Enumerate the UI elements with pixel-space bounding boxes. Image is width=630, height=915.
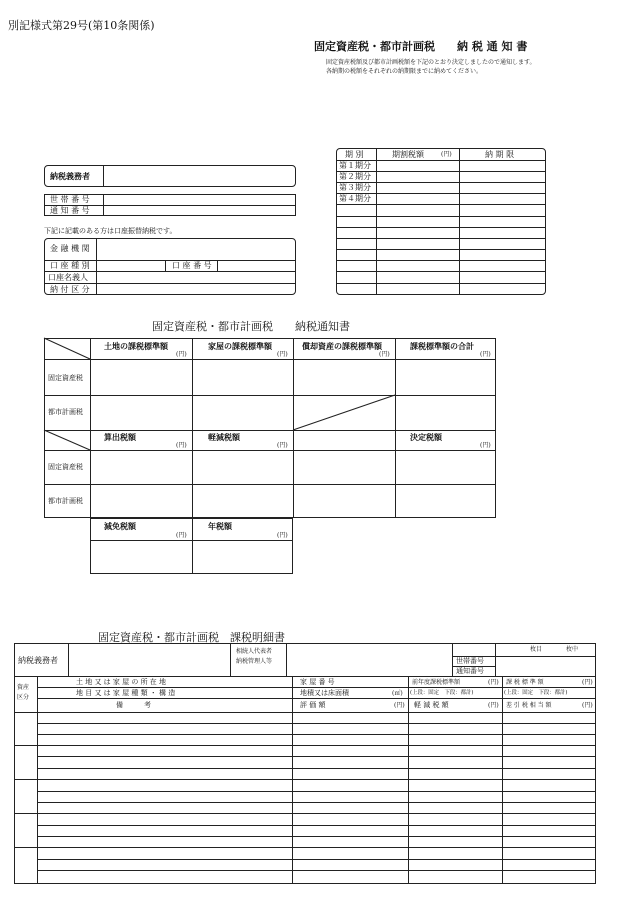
col-header-house: 家屋の課税標準額	[208, 341, 272, 351]
detail-taxpayer-label: 納税義務者	[18, 656, 58, 665]
period-1: 第１期分	[339, 161, 371, 170]
row-fixed-2: 固定資産税	[48, 463, 83, 471]
land-type-label: 地 目 又 は 家 屋 種 類 ・ 構 造	[76, 689, 176, 697]
taxpayer-label: 納税義務者	[50, 171, 90, 181]
row-fixed-1: 固定資産税	[48, 374, 83, 382]
tax-base-yen: (円)	[582, 679, 593, 686]
notice1-intro-1: 固定資産税額及び都市計画税額を下記のとおり決定しましたので通知します。	[326, 59, 536, 66]
notice-no-label: 通 知 番 号	[50, 206, 90, 215]
notice2-title: 固定資産税・都市計画税 納税通知書	[152, 320, 350, 333]
area-unit: (㎡)	[392, 690, 403, 697]
annual-label: 年税額	[208, 521, 232, 531]
schedule-header-amount: 期割税額	[392, 150, 424, 159]
reduced-yen: (円)	[488, 702, 499, 709]
sheet-total-label: 枚中	[566, 646, 579, 653]
calc-header-reduced: 軽減税額	[208, 432, 240, 442]
detail-notice-no-label: 通知番号	[456, 667, 484, 675]
calc-header-calculated: 算出税額	[104, 432, 136, 442]
yen-determined: (円)	[480, 442, 491, 449]
bank-label: 金 融 機 関	[50, 244, 90, 253]
deduction-label: 差 引 税 相 当 額	[506, 702, 552, 709]
row-city-1: 都市計画税	[48, 408, 83, 416]
location-label: 土 地 又 は 家 屋 の 所 在 地	[76, 678, 167, 686]
reduced-label: 軽 減 税 額	[414, 701, 449, 709]
tax-base-upper-lower: (上段：固定 下段：都計)	[504, 690, 568, 696]
yen-total: (円)	[480, 351, 491, 358]
representative-line2: 納税管理人等	[236, 658, 273, 665]
detail-household-no-label: 世帯番号	[456, 657, 484, 665]
deduction-yen: (円)	[582, 702, 593, 709]
yen-exempt: (円)	[176, 532, 187, 539]
schedule-header-due: 納 期 限	[485, 150, 515, 159]
row-city-2: 都市計画税	[48, 497, 83, 505]
tax-base-label: 課 税 標 準 額	[506, 679, 544, 686]
calc-header-determined: 決定税額	[410, 432, 442, 442]
house-no-label: 家 屋 番 号	[300, 678, 335, 686]
prev-year-label: 前年度課税標準額	[412, 679, 461, 686]
yen-house: (円)	[277, 351, 288, 358]
asset-category-line1: 資産	[17, 684, 30, 691]
account-holder-label: 口座名義人	[48, 273, 88, 282]
notice1-title: 固定資産税・都市計画税 納 税 通 知 書	[314, 40, 528, 53]
prev-year-upper-lower: (上段：固定 下段：都計)	[410, 690, 474, 696]
notice1-intro-2: 各納期の税額をそれぞれの納期限までに納めてください。	[326, 68, 483, 75]
area-label: 地積又は床面積	[300, 689, 349, 697]
yen-land: (円)	[176, 351, 187, 358]
yen-annual: (円)	[277, 532, 288, 539]
col-header-total: 課税標準額の合計	[410, 341, 474, 351]
sheet-label: 枚目	[530, 646, 543, 653]
col-header-land: 土地の課税標準額	[104, 341, 168, 351]
period-2: 第２期分	[339, 172, 371, 181]
household-no-label: 世 帯 番 号	[50, 195, 90, 204]
yen-calculated: (円)	[176, 442, 187, 449]
schedule-header-yen: (円)	[441, 151, 452, 158]
col-header-depreciable: 償却資産の課税標準額	[302, 341, 382, 351]
period-4: 第４期分	[339, 194, 371, 203]
schedule-header-period: 期 別	[345, 150, 364, 159]
yen-reduced: (円)	[277, 442, 288, 449]
account-no-label: 口 座 番 号	[172, 261, 212, 270]
remarks-label: 備 考	[116, 701, 151, 709]
valuation-label: 評 価 額	[300, 701, 326, 709]
period-3: 第３期分	[339, 183, 371, 192]
form-id: 別記様式第29号(第10条関係)	[8, 19, 155, 32]
account-note: 下記に記載のある方は口座振替納税です。	[44, 227, 177, 235]
asset-category-line2: 区分	[17, 694, 30, 701]
exempt-label: 減免税額	[104, 521, 136, 531]
detail-title: 固定資産税・都市計画税 課税明細書	[98, 631, 285, 644]
prev-year-yen: (円)	[488, 679, 499, 686]
representative-line1: 相続人代表者	[236, 648, 273, 655]
yen-depreciable: (円)	[379, 351, 390, 358]
payment-category-label: 納 付 区 分	[50, 285, 90, 294]
account-type-label: 口 座 種 別	[50, 261, 90, 270]
valuation-yen: (円)	[394, 702, 405, 709]
